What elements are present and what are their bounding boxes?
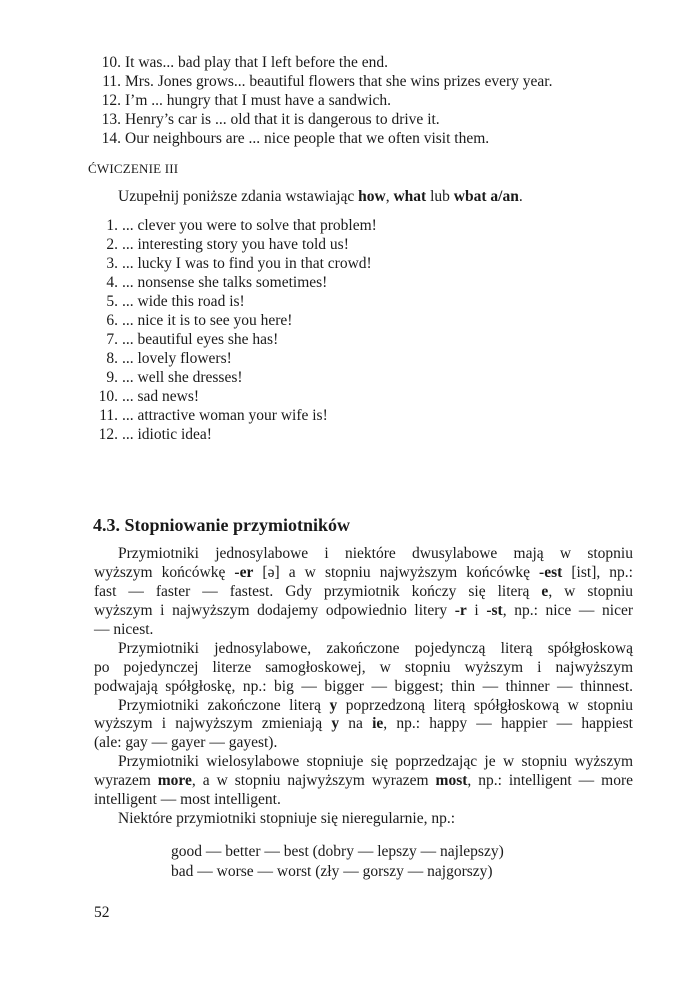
- list-item: 11. Mrs. Jones grows... beautiful flowers that she wins prizes every year.: [102, 73, 553, 90]
- exercise-ii-list: [0, 53, 678, 148]
- list-item: 8. ... lovely flowers!: [106, 350, 232, 367]
- paragraph-line: — nicest.: [94, 620, 154, 638]
- list-item: 11. ... attractive woman your wife is!: [99, 407, 328, 424]
- paragraph-line: Niektóre przymiotniki stopniuje się nieregularnie, np.:: [118, 810, 456, 828]
- list-item: 1. ... clever you were to solve that problem!: [106, 217, 377, 234]
- example-line: good — better — best (dobry — lepszy — najlepszy): [171, 843, 504, 860]
- list-item: 4. ... nonsense she talks sometimes!: [106, 274, 328, 291]
- paragraph-line: wyrazem more, a w stopniu najwyższym wyrazem most, np.: intelligent — more: [94, 772, 633, 790]
- paragraph-line: po pojedynczej literze samogłoskowej, w stopniu wyższym i najwyższym: [94, 658, 633, 676]
- paragraph-line: wyższym końcówkę -er [ə] a w stopniu najwyższym końcówkę -est [ist], np.:: [94, 563, 633, 581]
- section-body: [94, 545, 633, 829]
- example-line: bad — worse — worst (zły — gorszy — najgorszy): [171, 863, 493, 880]
- section-title: 4.3. Stopniowanie przymiotników: [93, 515, 351, 535]
- list-item: 7. ... beautiful eyes she has!: [106, 331, 279, 348]
- list-item: 14. Our neighbours are ... nice people that we often visit them.: [101, 130, 490, 147]
- list-item: 10. It was... bad play that I left before the end.: [101, 54, 388, 71]
- list-item: 13. Henry’s car is ... old that it is dangerous to drive it.: [101, 111, 440, 128]
- list-item: 9. ... well she dresses!: [106, 369, 243, 386]
- list-item: 3. ... lucky I was to find you in that crowd!: [106, 255, 372, 272]
- paragraph-line: wyższym i najwyższym dodajemy odpowiednio litery -r i -st, np.: nice — nicer: [94, 601, 633, 619]
- paragraph-line: podwajają spółgłoskę, np.: big — bigger — biggest; thin — thinner — thinnest.: [94, 677, 633, 695]
- irregular-examples: [171, 842, 504, 882]
- paragraph-line: (ale: gay — gayer — gayest).: [94, 734, 278, 752]
- list-item: 6. ... nice it is to see you here!: [106, 312, 293, 329]
- list-item: 2. ... interesting story you have told us!: [106, 236, 349, 253]
- list-item: 12. I’m ... hungry that I must have a sandwich.: [101, 92, 392, 109]
- paragraph-line: Przymiotniki wielosylabowe stopniuje się poprzedzając je w stopniu wyższym: [118, 753, 633, 771]
- paragraph-line: Przymiotniki zakończone literą y poprzedzoną literą spółgłoskową w stopniu: [118, 696, 634, 714]
- exercise-iii-instruction: Uzupełnij poniższe zdania wstawiając how, what lub wbat a/an.: [118, 188, 523, 205]
- paragraph-line: intelligent — most intelligent.: [94, 791, 281, 809]
- exercise-iii-list: [0, 216, 678, 444]
- list-item: 5. ... wide this road is!: [106, 293, 245, 310]
- paragraph-line: Przymiotniki jednosylabowe, zakończone pojedynczą literą spółgłoskową: [118, 639, 633, 657]
- list-item: 12. ... idiotic idea!: [98, 426, 212, 443]
- paragraph-line: Przymiotniki jednosylabowe i niektóre dwusylabowe mają w stopniu: [118, 545, 633, 562]
- exercise-iii-heading: ĆWICZENIE III: [88, 161, 179, 176]
- page-number: 52: [94, 904, 110, 921]
- paragraph-line: wyższym i najwyższym zmieniają y na ie, np.: happy — happier — happiest: [94, 715, 633, 733]
- list-item: 10. ... sad news!: [98, 388, 200, 405]
- paragraph-line: fast — faster — fastest. Gdy przymiotnik kończy się literą e, w stopniu: [94, 582, 633, 600]
